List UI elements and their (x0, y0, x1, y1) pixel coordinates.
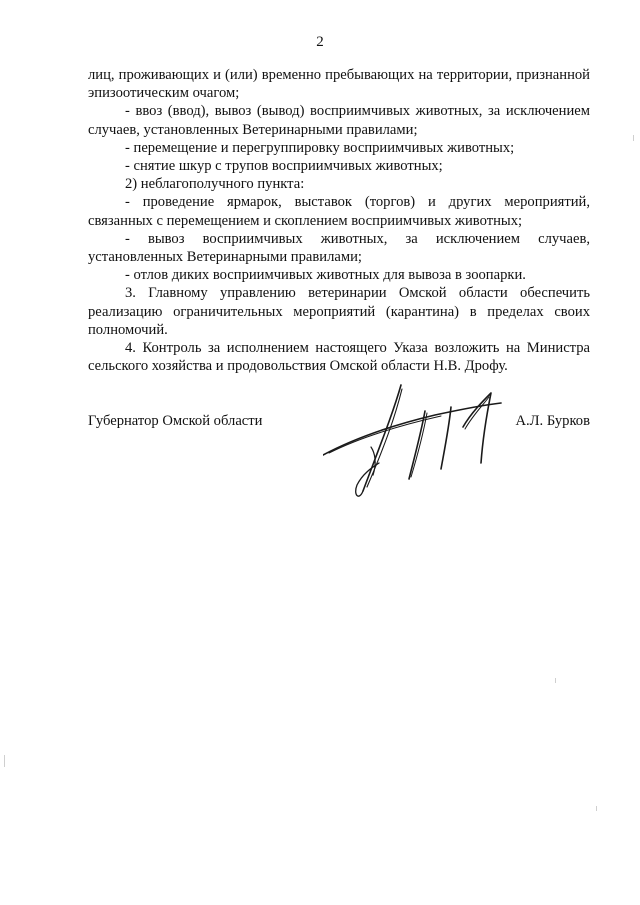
scan-mark (555, 678, 556, 683)
scan-mark (633, 135, 634, 141)
scan-mark (596, 806, 597, 811)
signer-title: Губернатор Омской области (88, 413, 263, 429)
list-item-relocation: - перемещение и перегруппировку восприимчивых животных; (125, 139, 515, 156)
subheading-unfavorable-point: 2) неблагополучного пункта: (125, 176, 305, 193)
scan-mark (4, 755, 5, 767)
signer-name: А.Л. Бурков (515, 413, 590, 429)
clause-3: 3. Главному управлению ветеринарии Омской области обеспечить реализацию ограничительных мероприятий (карантина) в пределах своих полномочий. (88, 285, 590, 338)
list-item-fairs: - проведение ярмарок, выставок (торгов) и других мероприятий, связанных с перемещением и скоплением восприимчивых животных; (88, 194, 590, 229)
document-body (88, 66, 590, 375)
clause-4: 4. Контроль за исполнением настоящего Указа возложить на Министра сельского хозяйства и продовольствия Омской области Н.В. Дрофу. (88, 340, 590, 375)
list-item-import-export: - ввоз (ввод), вывоз (вывод) восприимчивых животных, за исключением случаев, установленных Ветеринарными правилами; (88, 103, 590, 138)
paragraph-continuation: лиц, проживающих и (или) временно пребывающих на территории, признанной эпизоотическим очагом; (88, 67, 590, 102)
page-number: 2 (316, 34, 324, 50)
handwritten-signature (323, 383, 508, 523)
list-item-export: - вывоз восприимчивых животных, за исключением случаев, установленных Ветеринарными правилами; (88, 230, 590, 266)
signature-block (88, 413, 590, 533)
list-item-skinning: - снятие шкур с трупов восприимчивых животных; (125, 158, 443, 175)
list-item-wild-animals: - отлов диких восприимчивых животных для вывоза в зоопарки. (125, 267, 526, 284)
